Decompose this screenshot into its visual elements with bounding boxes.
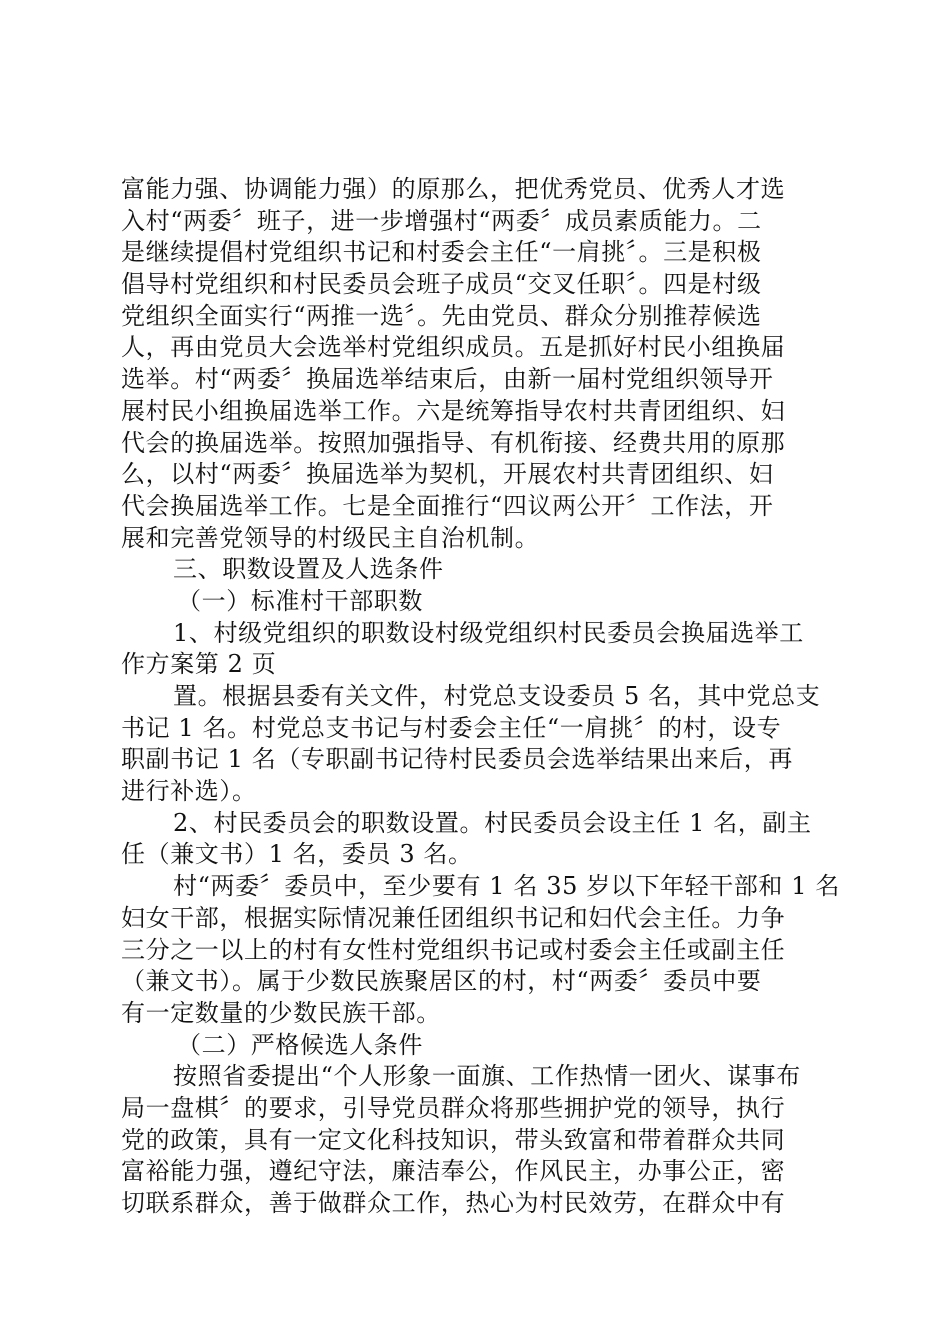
text-line: 入村“两委〞班子，进一步增强村“两委〞成员素质能力。二 [121, 206, 762, 235]
text-line: 富能力强、协调能力强）的原那么，把优秀党员、优秀人才选 [121, 175, 786, 203]
text-line: 三分之一以上的村有女性村党组织书记或村委会主任或副主任 [121, 935, 786, 964]
text-line: 代会的换届选举。按照加强指导、有机衔接、经费共用的原那 [121, 428, 786, 457]
text-line: 切联系群众，善于做群众工作，热心为村民效劳，在群众中有 [121, 1189, 786, 1217]
text-line: 有一定数量的少数民族干部。 [121, 998, 441, 1027]
text-line: 倡导村党组织和村民委员会班子成员“交叉任职〞。四是村级 [121, 270, 762, 299]
text-line: 么，以村“两委〞换届选举为契机，开展农村共青团组织、妇 [121, 460, 774, 489]
text-line: 局一盘棋〞的要求，引导党员群众将那些拥护党的领导，执行 [121, 1093, 786, 1122]
text-line: 2、村民委员会的职数设置。村民委员会设主任 1 名，副主 [173, 808, 812, 837]
text-line: 职副书记 1 名（专职副书记待村民委员会选举结果出来后，再 [121, 745, 793, 774]
text-line: 党的政策，具有一定文化科技知识，带头致富和带着群众共同 [121, 1125, 786, 1154]
text-line: 按照省委提出“个人形象一面旗、工作热情一团火、谋事布 [173, 1062, 801, 1091]
page-marker-line: 作方案第 2 页 [121, 650, 277, 679]
text-line: 妇女干部，根据实际情况兼任团组织书记和妇代会主任。力争 [121, 903, 786, 932]
text-line: 代会换届选举工作。七是全面推行“四议两公开〞工作法，开 [121, 491, 774, 520]
text-line: 置。根据县委有关文件，村党总支设委员 5 名，其中党总支 [173, 682, 821, 710]
text-line: 选举。村“两委〞换届选举结束后，由新一届村党组织领导开 [121, 365, 774, 394]
text-line: 是继续提倡村党组织书记和村委会主任“一肩挑〞。三是积极 [121, 238, 762, 267]
subsection-heading: （二）严格候选人条件 [177, 1030, 423, 1059]
document-body [121, 174, 840, 1220]
text-line: 展和完善党领导的村级民主自治机制。 [121, 523, 540, 552]
text-line: 党组织全面实行“两推一选〞。先由党员、群众分别推荐候选 [121, 301, 762, 330]
text-line: 展村民小组换届选举工作。六是统筹指导农村共青团组织、妇 [121, 396, 786, 425]
text-line: 进行补选）。 [121, 777, 257, 806]
text-line: 1、村级党组织的职数设村级党组织村民委员会换届选举工 [173, 618, 804, 647]
text-line: 人，再由党员大会选举村党组织成员。五是抓好村民小组换届 [121, 333, 786, 362]
text-line: （兼文书）。属于少数民族聚居区的村，村“两委〞委员中要 [121, 967, 762, 996]
subsection-heading: （一）标准村干部职数 [177, 586, 423, 615]
text-line: 村“两委〞委员中，至少要有 1 名 35 岁以下年轻干部和 1 名 [173, 872, 840, 901]
text-line: 任（兼文书）1 名，委员 3 名。 [121, 840, 473, 869]
text-line: 书记 1 名。村党总支书记与村委会主任“一肩挑〞的村，设专 [121, 713, 782, 742]
text-line: 富裕能力强，遵纪守法，廉洁奉公，作风民主，办事公正，密 [121, 1157, 786, 1186]
section-heading: 三、职数设置及人选条件 [173, 555, 444, 584]
